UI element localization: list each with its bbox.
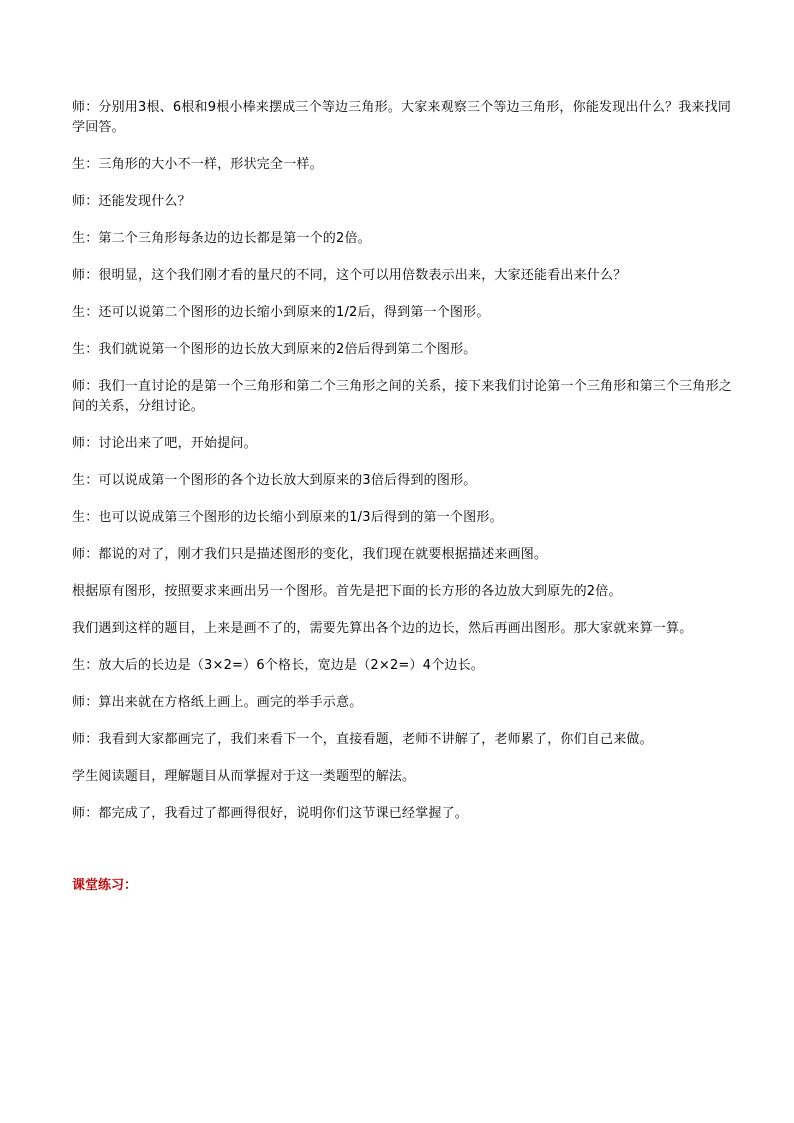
paragraph-7: 生：我们就说第一个图形的边长放大到原来的2倍后得到第二个图形。	[72, 342, 477, 357]
paragraph-8: 师：我们一直讨论的是第一个三角形和第二个三角形之间的关系，接下来我们讨论第一个三角形和第三个三角形之间的关系，分组讨论。	[72, 379, 733, 414]
paragraph-19: 师：都完成了，我看过了都画得很好，说明你们这节课已经掌握了。	[72, 806, 469, 821]
paragraph-2: 生：三角形的大小不一样，形状完全一样。	[72, 157, 323, 172]
paragraph-16: 师：算出来就在方格纸上画上。画完的举手示意。	[72, 695, 363, 710]
document-body	[72, 98, 732, 841]
paragraph-9: 师：讨论出来了吧，开始提问。	[72, 436, 257, 451]
paragraph-5: 师：很明显，这个我们刚才看的量尺的不同，这个可以用倍数表示出来，大家还能看出来什么？	[72, 268, 627, 283]
paragraph-11: 生：也可以说成第三个图形的边长缩小到原来的1/3后得到的第一个图形。	[72, 510, 503, 525]
paragraph-17: 师：我看到大家都画完了，我们来看下一个，直接看题，老师不讲解了，老师累了，你们自己来做。	[72, 732, 653, 747]
paragraph-12: 师：都说的对了，刚才我们只是描述图形的变化，我们现在就要根据描述来画图。	[72, 547, 548, 562]
paragraph-15: 生：放大后的长边是（3×2=）6个格长，宽边是（2×2=）4个边长。	[72, 658, 484, 673]
paragraph-1: 师：分别用3根、6根和9根小棒来摆成三个等边三角形。大家来观察三个等边三角形，你能发现出什么？我来找同学回答。	[72, 100, 732, 135]
paragraph-4: 生：第二个三角形每条边的边长都是第一个的2倍。	[72, 231, 371, 246]
paragraph-13: 根据原有图形，按照要求来画出另一个图形。首先是把下面的长方形的各边放大到原先的2倍。	[72, 584, 622, 599]
paragraph-10: 生：可以说成第一个图形的各个边长放大到原来的3倍后得到的图形。	[72, 473, 477, 488]
paragraph-3: 师：还能发现什么？	[72, 194, 191, 209]
paragraph-18: 学生阅读题目，理解题目从而掌握对于这一类题型的解法。	[72, 769, 416, 784]
section-title-classroom-practice: 课堂练习：	[72, 878, 138, 893]
paragraph-14: 我们遇到这样的题目，上来是画不了的，需要先算出各个边的边长，然后再画出图形。那大家就来算一算。	[72, 621, 693, 636]
paragraph-6: 生：还可以说第二个图形的边长缩小到原来的1/2后，得到第一个图形。	[72, 305, 490, 320]
